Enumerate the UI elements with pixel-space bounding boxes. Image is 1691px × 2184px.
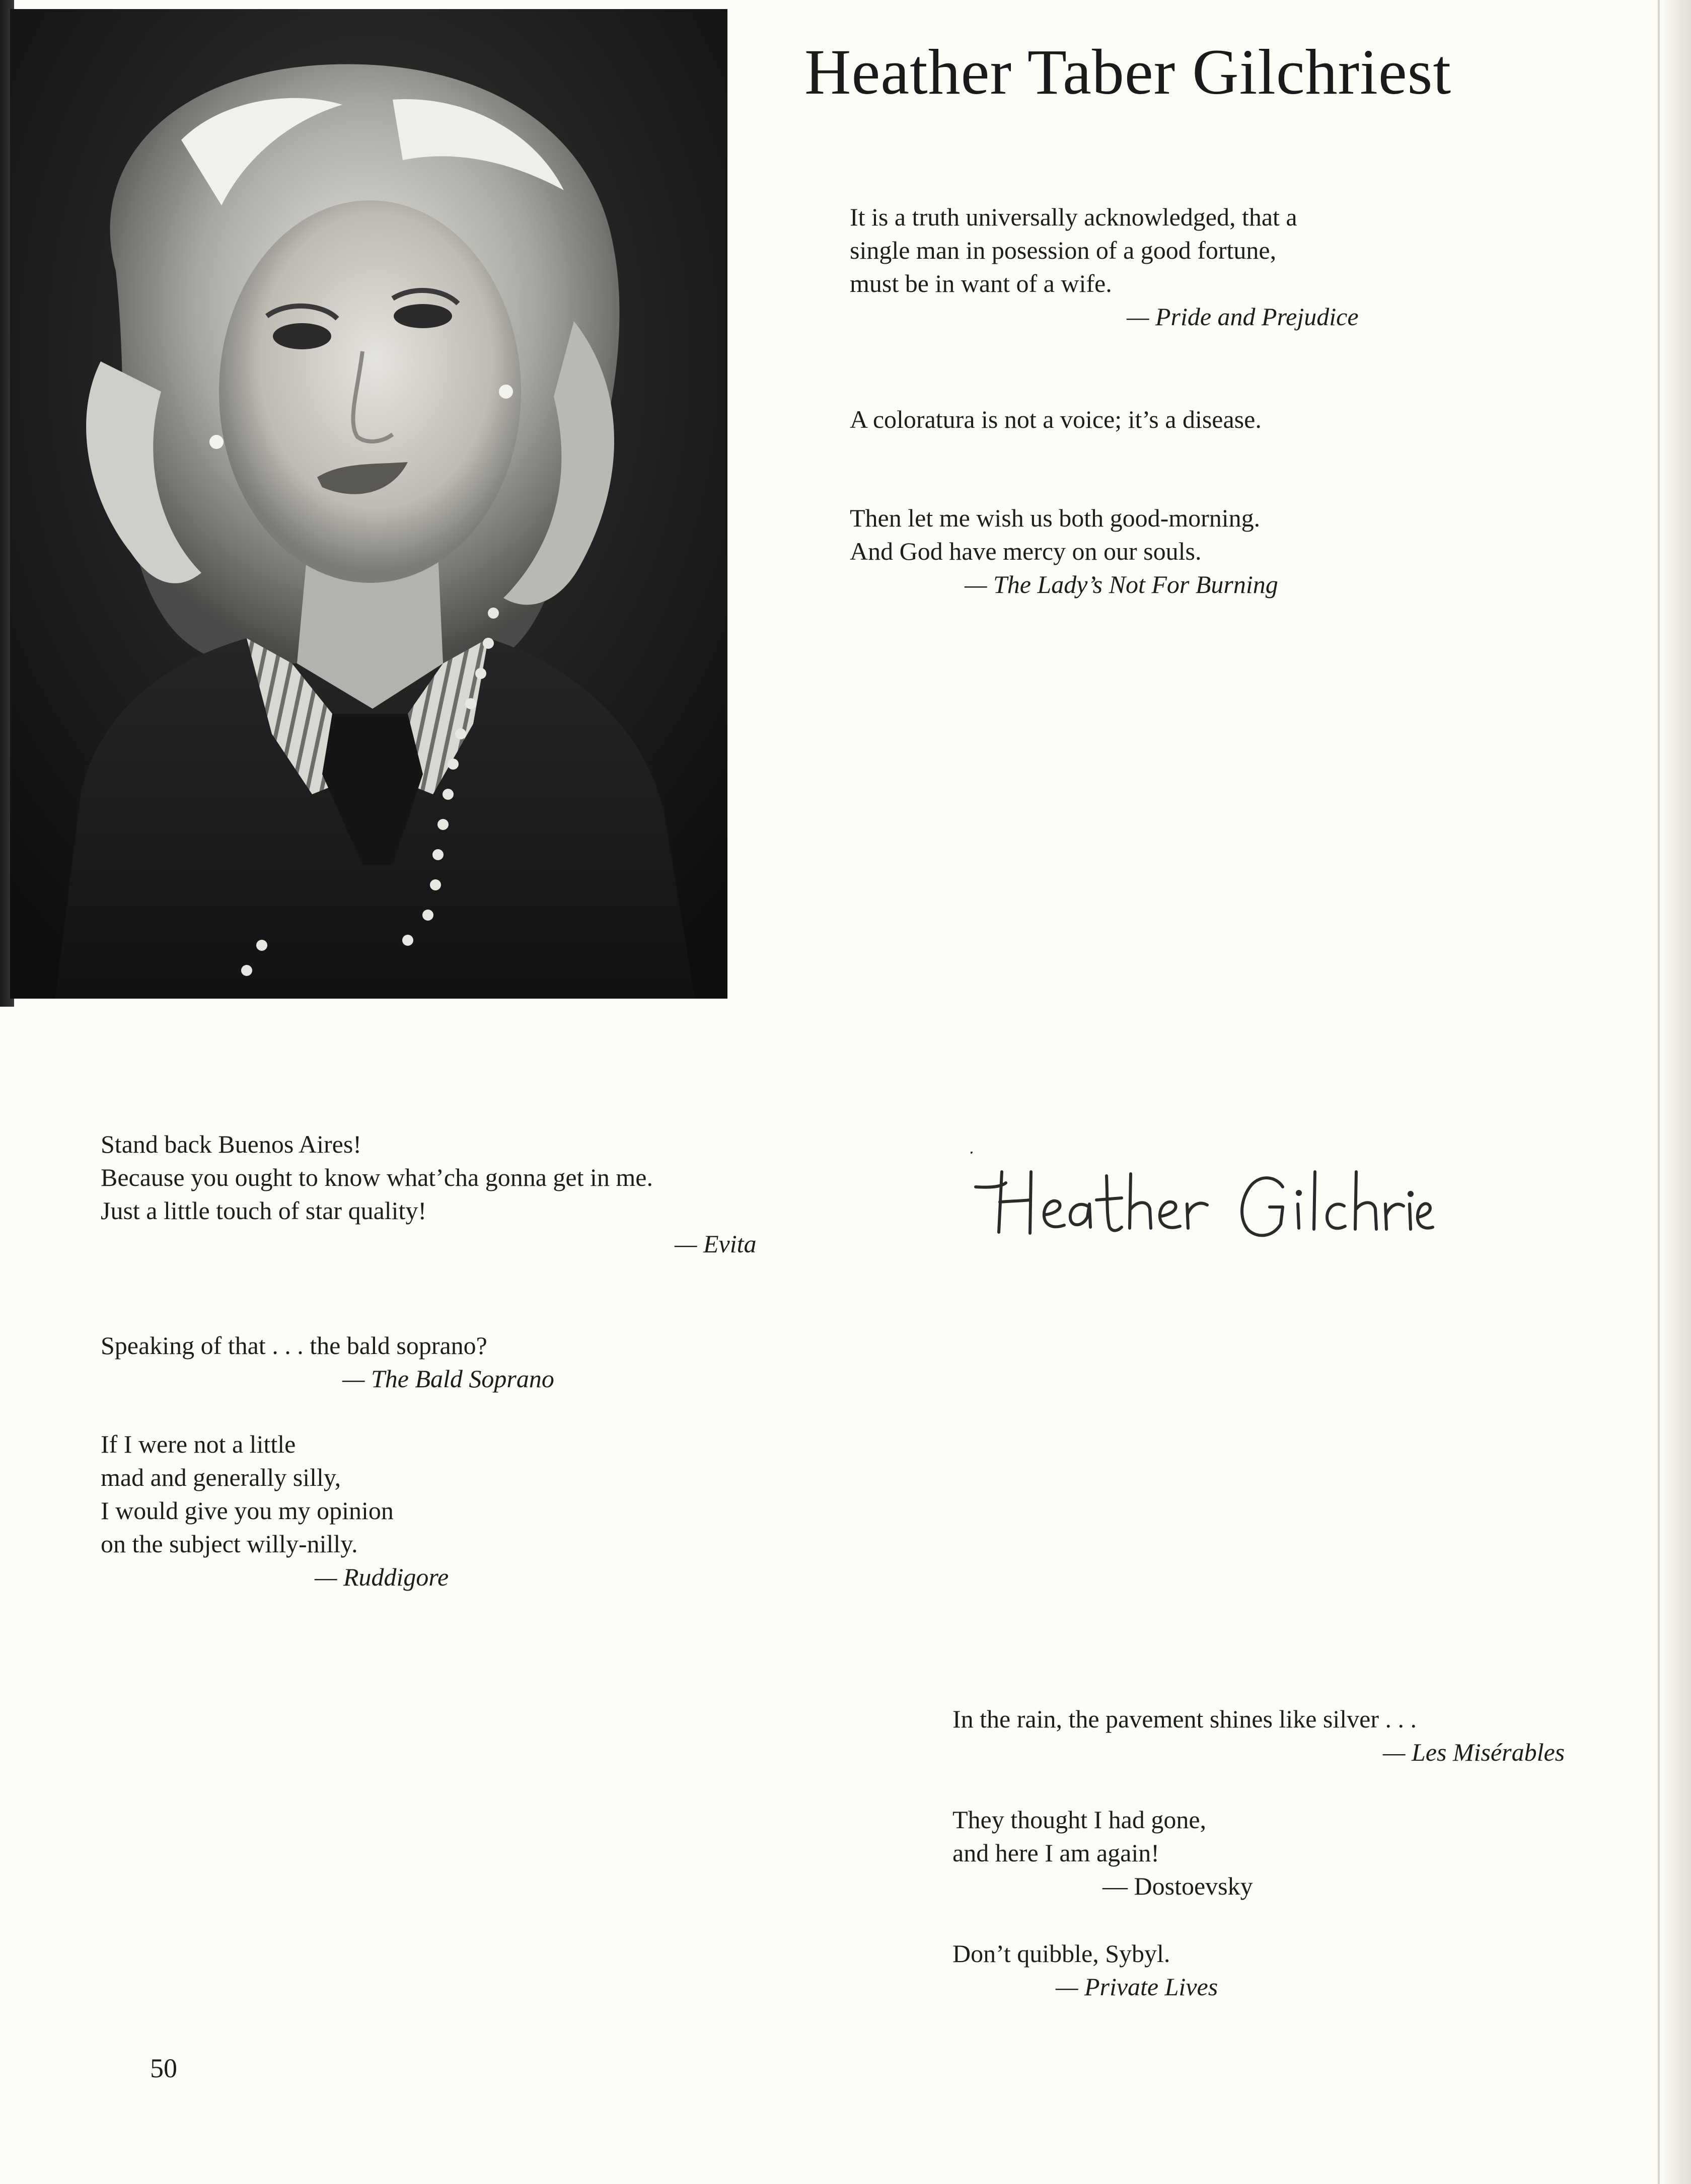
quote-line: They thought I had gone, [952,1805,1207,1834]
quote-line: And God have mercy on our souls. [850,537,1202,565]
portrait-image [10,9,727,999]
quote-line: mad and generally silly, [101,1463,341,1491]
quote-line: Because you ought to know what’cha gonna get in me. [101,1163,653,1191]
quote-line: Speaking of that . . . the bald soprano? [101,1331,487,1360]
quote-line: I would give you my opinion [101,1496,394,1525]
quote-pride-and-prejudice [850,200,1359,333]
quote-attribution: — Pride and Prejudice [1127,303,1359,331]
quote-line: Don’t quibble, Sybyl. [952,1939,1170,1968]
quote-coloratura [850,403,1262,436]
quote-attribution: — The Lady’s Not For Burning [965,570,1278,598]
quote-evita [101,1127,756,1260]
quote-attribution: — Evita [675,1230,757,1258]
page-title: Heather Taber Gilchriest [804,36,1451,108]
portrait-photo [10,9,727,999]
quote-line: A coloratura is not a voice; it’s a disease. [850,405,1262,433]
signature-strokes [976,1172,1433,1235]
quote-attribution: — Dostoevsky [1102,1872,1253,1900]
signature [971,1152,1444,1247]
quote-bald-soprano [101,1329,554,1395]
quote-les-miserables [952,1702,1565,1769]
quote-line: Then let me wish us both good-morning. [850,504,1261,532]
quote-attribution: — Les Misérables [1383,1738,1565,1766]
quote-line: single man in posession of a good fortune, [850,236,1277,264]
quote-attribution: — Private Lives [1056,1973,1218,2001]
quote-line: on the subject willy-nilly. [101,1530,358,1558]
quote-ladys-not-for-burning [850,501,1278,601]
quote-line: It is a truth universally acknowledged, that a [850,203,1297,231]
quote-line: and here I am again! [952,1839,1159,1867]
quote-ruddigore [101,1427,449,1594]
page-number: 50 [150,2053,177,2083]
quote-attribution: — Ruddigore [315,1563,449,1591]
quote-dostoevsky [952,1803,1253,1903]
quote-line: Just a little touch of star quality! [101,1196,427,1225]
quote-line: In the rain, the pavement shines like silver . . . [952,1705,1417,1733]
quote-line: Stand back Buenos Aires! [101,1130,361,1158]
page-fold-line [1658,0,1660,2184]
quote-private-lives [952,1937,1218,2003]
quote-line: If I were not a little [101,1430,296,1458]
quote-line: must be in want of a wife. [850,269,1112,297]
quote-attribution: — The Bald Soprano [342,1365,554,1393]
page-edge-right [1661,0,1691,2184]
